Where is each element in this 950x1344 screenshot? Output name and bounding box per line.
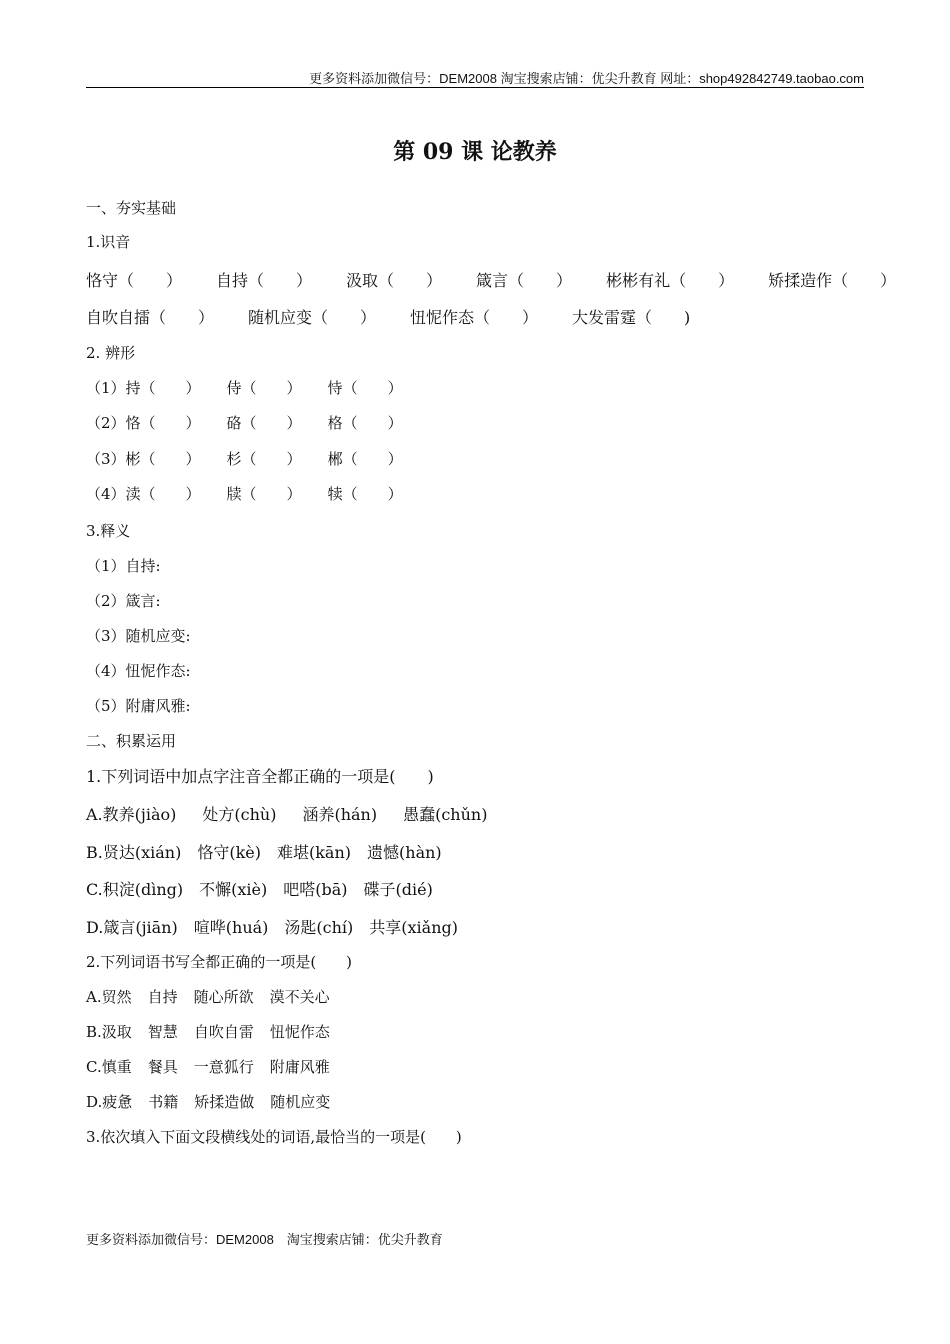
option-word: 愚蠢(chǔn): [403, 805, 488, 824]
pinyin-item: 大发雷霆（ ): [572, 308, 691, 327]
question-label: 3.释义: [86, 522, 131, 540]
option-word: 恪守(kè): [197, 843, 261, 862]
question-label: 2. 辨形: [86, 344, 136, 362]
shape-item: 恃（ ）: [327, 379, 403, 397]
shape-item: （3）彬（ ）: [86, 450, 201, 468]
option-word: 忸怩作态: [269, 1023, 330, 1041]
question-stem: 3.依次填入下面文段横线处的词语,最恰当的一项是( ): [86, 1128, 462, 1146]
option-word: 难堪(kān): [276, 843, 352, 862]
option-word: B.汲取: [86, 1023, 132, 1041]
section-heading-1: 一、夯实基础: [86, 199, 177, 217]
option-word: 漠不关心: [269, 988, 330, 1006]
option-row: [86, 840, 442, 863]
option-word: 碟子(dié): [363, 880, 433, 899]
pinyin-item: 随机应变（ ）: [248, 308, 377, 327]
pinyin-item: 矫揉造作（ ）: [768, 271, 897, 290]
option-word: A.教养(jiào): [86, 805, 177, 824]
option-word: 自吹自雷: [193, 1023, 254, 1041]
option-word: D.疲惫: [86, 1093, 133, 1111]
option-word: 餐具: [147, 1058, 178, 1076]
option-row: [86, 802, 487, 825]
shape-item: （2）恪（ ）: [86, 414, 201, 432]
pinyin-item: 箴言（ ）: [476, 271, 573, 290]
option-word: C.积淀(dìng): [86, 880, 184, 899]
page-header: 更多资料添加微信号：DEM2008 淘宝搜索店铺：优尖升教育 网址：shop492842749.taobao.com: [309, 71, 864, 86]
shape-row: [86, 412, 403, 433]
option-word: 共享(xiǎng): [369, 918, 458, 937]
definition-item: （5）附庸风雅:: [86, 697, 191, 715]
shape-item: 杉（ ）: [226, 450, 302, 468]
page-title: 第 09 课 论教养: [393, 139, 557, 165]
shape-row: [86, 377, 403, 398]
pinyin-item: 自吹自擂（ ）: [86, 308, 215, 327]
option-word: 喧哗(huá): [193, 918, 269, 937]
shape-item: 硌（ ）: [226, 414, 302, 432]
option-word: 一意狐行: [193, 1058, 254, 1076]
page-footer: 更多资料添加微信号：DEM2008 淘宝搜索店铺：优尖升教育: [86, 1232, 443, 1247]
shape-item: 侍（ ）: [226, 379, 302, 397]
definition-item: （2）箴言:: [86, 592, 161, 610]
option-row: [86, 877, 433, 900]
pronunciation-row: [86, 268, 896, 291]
shape-item: （4）渎（ ）: [86, 485, 201, 503]
shape-row: [86, 448, 403, 469]
option-word: 附庸风雅: [269, 1058, 330, 1076]
option-word: 随机应变: [270, 1093, 331, 1111]
option-word: 汤匙(chí): [284, 918, 354, 937]
option-row: [86, 915, 458, 938]
option-word: 随心所欲: [193, 988, 254, 1006]
shape-item: 牍（ ）: [226, 485, 302, 503]
shape-item: 郴（ ）: [327, 450, 403, 468]
option-word: 智慧: [147, 1023, 178, 1041]
pinyin-item: 汲取（ ）: [346, 271, 443, 290]
option-word: 处方(chù): [202, 805, 277, 824]
question-stem: 2.下列词语书写全都正确的一项是( ): [86, 953, 353, 971]
pinyin-item: 忸怩作态（ ）: [410, 308, 539, 327]
question-stem: 1.下列词语中加点字注音全都正确的一项是( ): [86, 767, 434, 786]
definition-item: （3）随机应变:: [86, 627, 191, 645]
option-row: [86, 1021, 330, 1042]
pronunciation-row: [86, 305, 690, 328]
option-row: [86, 986, 330, 1007]
option-word: 书籍: [148, 1093, 179, 1111]
shape-item: 格（ ）: [327, 414, 403, 432]
option-word: B.贤达(xián): [86, 843, 182, 862]
option-word: D.箴言(jiān): [86, 918, 178, 937]
shape-item: （1）持（ ）: [86, 379, 201, 397]
option-word: 涵养(hán): [302, 805, 378, 824]
shape-item: 犊（ ）: [327, 485, 403, 503]
option-word: C.慎重: [86, 1058, 132, 1076]
option-word: 矫揉造做: [194, 1093, 255, 1111]
definition-item: （4）忸怩作态:: [86, 662, 191, 680]
option-word: A.贸然: [86, 988, 132, 1006]
option-row: [86, 1056, 330, 1077]
question-label: 1.识音: [86, 233, 131, 251]
definition-item: （1）自持:: [86, 557, 161, 575]
section-heading-2: 二、积累运用: [86, 732, 177, 750]
option-word: 吧嗒(bā): [283, 880, 348, 899]
option-word: 遗憾(hàn): [367, 843, 442, 862]
shape-row: [86, 483, 403, 504]
option-word: 不懈(xiè): [199, 880, 268, 899]
pinyin-item: 彬彬有礼（ ）: [606, 271, 735, 290]
pinyin-item: 自持（ ）: [216, 271, 313, 290]
option-row: [86, 1091, 330, 1112]
pinyin-item: 恪守（ ）: [86, 271, 183, 290]
option-word: 自持: [147, 988, 178, 1006]
header-rule: [86, 87, 864, 88]
